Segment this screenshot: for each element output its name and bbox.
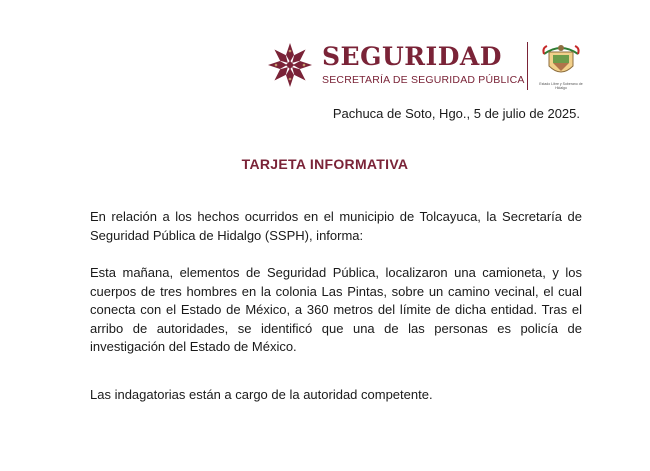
paragraph-closing: Las indagatorias están a cargo de la autoridad competente. bbox=[90, 387, 433, 402]
star-logo-icon bbox=[265, 40, 315, 90]
shield-caption: Estado Libre y Soberano de Hidalgo bbox=[539, 82, 583, 90]
brand-title: SEGURIDAD bbox=[322, 42, 502, 71]
coat-of-arms-icon bbox=[540, 40, 582, 80]
paragraph-intro: En relación a los hechos ocurridos en el municipio de Tolcayuca, la Secretaría de Seguridad Pública de Hidalgo (SSPH), informa: bbox=[90, 209, 582, 243]
brand-subtitle: SECRETARÍA DE SEGURIDAD PÚBLICA bbox=[322, 74, 525, 86]
date-line: Pachuca de Soto, Hgo., 5 de julio de 2025. bbox=[332, 106, 580, 121]
header-divider bbox=[527, 42, 528, 90]
paragraph-body: Esta mañana, elementos de Seguridad Pública, localizaron una camioneta, y los cuerpos de tres hombres en la colonia Las Pintas, sobre un camino vecinal, el cual conecta con el Estado de México, a 360 metros del límite de dicha entidad. Tras el arribo de autoridades, se identificó que una de las personas es policía de investigación del Estado de México. bbox=[90, 265, 582, 354]
document-title: TARJETA INFORMATIVA bbox=[241, 156, 409, 172]
header bbox=[265, 38, 605, 96]
